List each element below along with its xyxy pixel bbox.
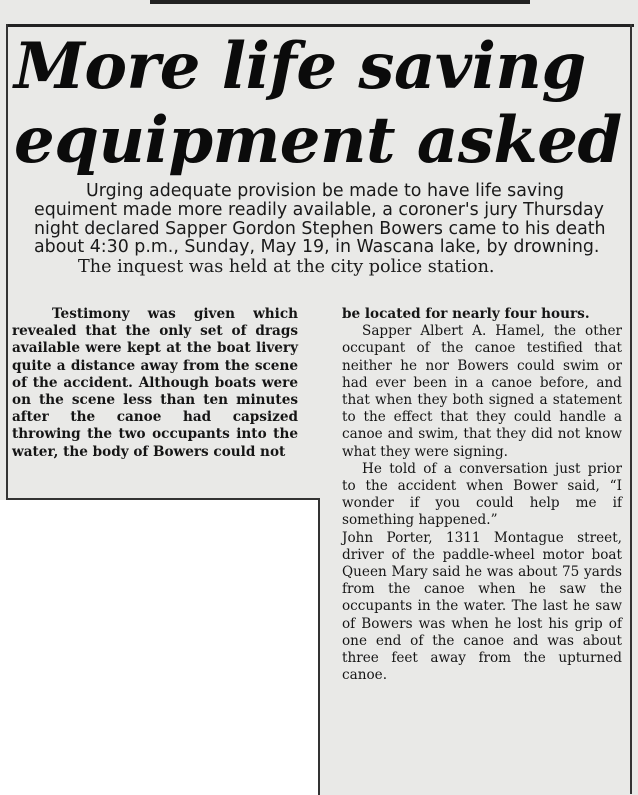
border-rule-bottom-left [6,498,320,500]
lede [34,182,624,277]
lede-paragraph-inquest: The inquest was held at the city police station. [78,257,495,278]
column-divider-rule [318,500,320,795]
border-rule-left [6,24,8,500]
right-column-paragraph-conversation: He told of a conversation just prior to the accident when Bower said, “I wonder if you could help me if something happened.” [342,460,622,529]
right-column-paragraph-hamel: Sapper Albert A. Hamel, the other occupant of the canoe testified that neither he nor Bowers could swim or had ever been in a canoe before, and that when they both signed a statement to the effect that they could handle a canoe and swim, that they did not know what they were signing. [342,323,622,460]
headline: More life saving equipment asked [14,29,622,178]
border-rule-top [6,24,634,27]
left-column-paragraph: Testimony was given which revealed that the only set of drags available were kept at the boat livery quite a distance away from the scene of the accident. Although boats were on the scene less than ten minutes after the canoe had capsized throwing the two occupants into the water, the body of Bowers could not [12,306,298,460]
right-column-paragraph-porter: John Porter, 1311 Montague street, driver of the paddle-wheel motor boat Queen Mary said he was about 75 yards from the canoe when he saw the occupants in the water. The last he saw of Bowers was when he lost his grip of one end of the canoe and was about three feet away from the upturned canoe. [342,529,622,684]
right-column [342,306,622,684]
right-column-continuation: be located for nearly four hours. [342,306,590,322]
top-edge-rule [150,0,530,4]
border-rule-right [630,24,632,794]
page-margin [0,500,318,795]
left-column [12,306,298,461]
lede-paragraph: Urging adequate provision be made to have life saving equiment made more readily available, a coroner's jury Thursday night declared Sapper Gordon Stephen Bowers came to his death about 4:30 p.m., Sunday, May 19, in Wascana lake, by drowning. [34,181,606,258]
